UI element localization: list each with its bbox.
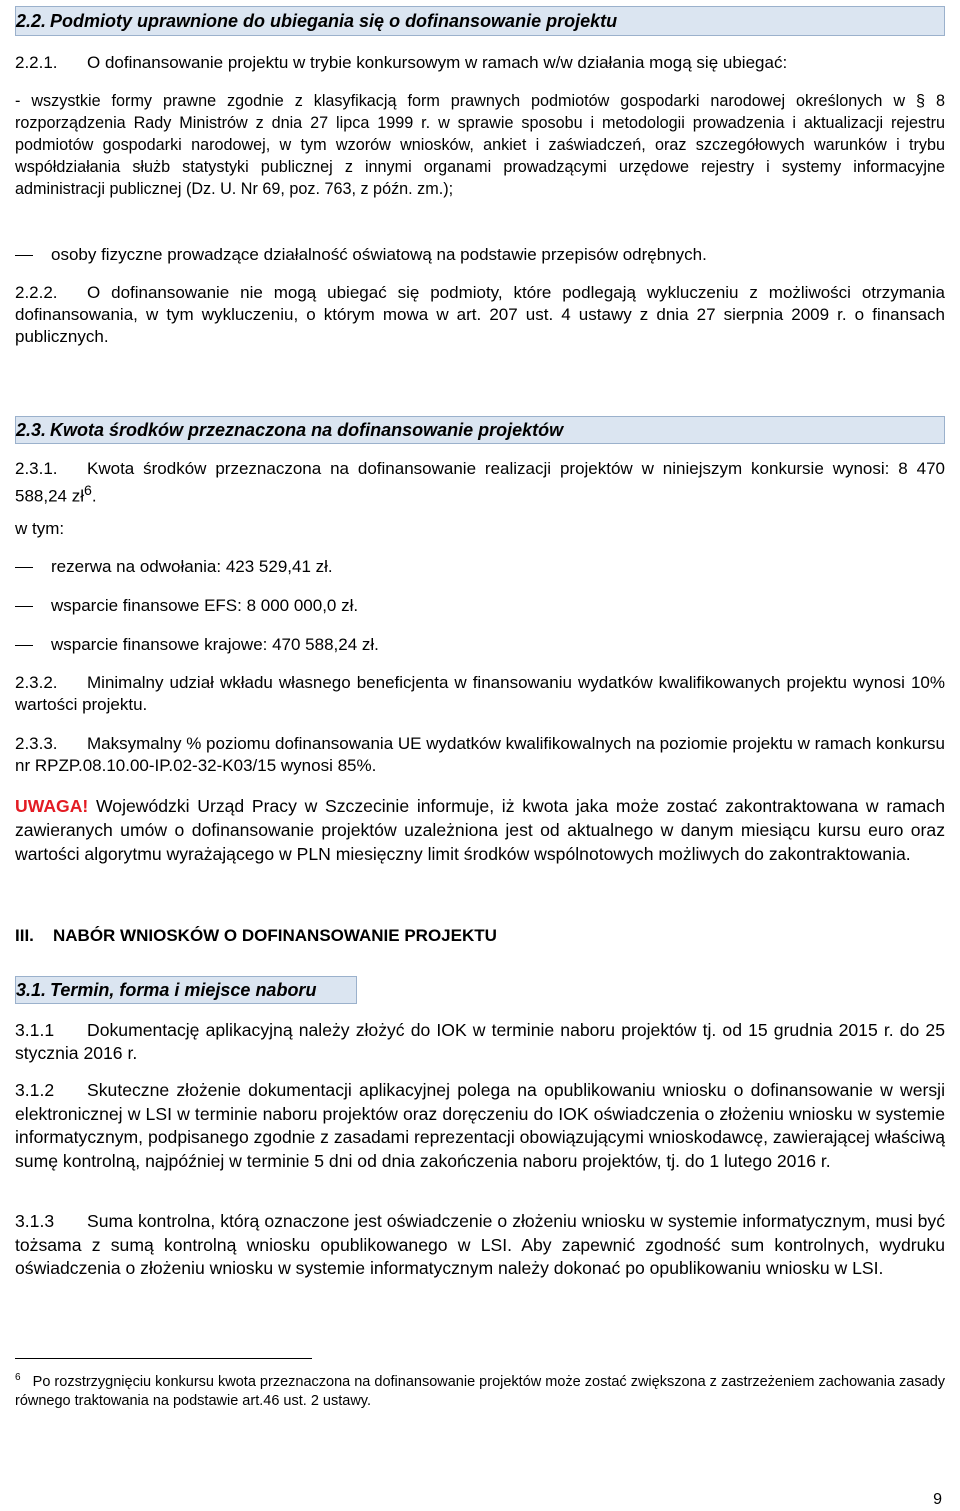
paragraph-2-2-2 (15, 282, 945, 348)
paragraph-number: 3.1.3 (15, 1211, 55, 1231)
page-number: 9 (933, 1491, 942, 1508)
section-number: 2.2. (16, 11, 47, 31)
paragraph-text: Maksymalny % poziomu dofinansowania UE wydatków kwalifikowalnych na poziomie projektu w ramach konkursu nr RPZP.08.10.00-IP.02-32-K03/15 wynosi 85%. (15, 734, 945, 775)
chapter-heading-III (15, 925, 945, 947)
paragraph-text: Suma kontrolna, którą oznaczone jest oświadczenie o złożeniu wniosku w systemie informatycznym, musi być tożsama z sumą kontrolną wniosku opublikowanego w LSI. Aby zapewnić zgodność sum kontrolnych, wydruku oświadczenia o złożeniu wniosku w systemie informatycznym należy dokonać po opublikowaniu wniosku w LSI. (15, 1211, 945, 1278)
w-tym-label: w tym: (15, 519, 65, 538)
section-number: 2.3. (16, 420, 47, 440)
paragraph-number: 2.3.1. (15, 459, 58, 478)
uwaga-label: UWAGA! (15, 796, 89, 816)
paragraph-text: O dofinansowanie projektu w trybie konkursowym w ramach w/w działania mogą się ubiegać: (87, 53, 788, 72)
section-title: Podmioty uprawnione do ubiegania się o dofinansowanie projektu (50, 11, 618, 31)
paragraph-text: Minimalny udział wkładu własnego beneficjenta w finansowaniu wydatków kwalifikowanych projektu wynosi 10% wartości projektu. (15, 673, 945, 714)
section-title: Kwota środków przeznaczona na dofinansowanie projektów (50, 420, 564, 440)
paragraph-text: O dofinansowanie nie mogą ubiegać się podmioty, które podlegają wykluczeniu z możliwości otrzymania dofinansowania, w tym wykluczeniu, o którym mowa w art. 207 ust. 4 ustawy z dnia 27 sierpnia 2009 r. o finansach publicznych. (15, 283, 945, 346)
paragraph-text: Dokumentację aplikacyjną należy złożyć do IOK w terminie naboru projektów tj. od 15 grudnia 2015 r. do 25 stycznia 2016 r. (15, 1020, 945, 1063)
paragraph-number: 2.2.2. (15, 283, 58, 302)
section-header-2-2 (15, 6, 945, 36)
chapter-number: III. (15, 926, 34, 945)
paragraph-3-1-1 (15, 1019, 945, 1065)
uwaga-text: Wojewódzki Urząd Pracy w Szczecinie informuje, iż kwota jaka może zostać zakontraktowana w ramach zawieranych umów o dofinansowanie projektów uzależniona jest od aktualnego w danym miesiącu kursu euro oraz wartości algorytmu wyrażającego w PLN miesięczny limit środków wspólnotowych możliwych do zakontraktowania. (15, 796, 945, 864)
footnote-separator (15, 1358, 312, 1359)
paragraph-2-3-2 (15, 672, 945, 716)
paragraph-text: Kwota środków przeznaczona na dofinansowanie realizacji projektów w niniejszym konkursie wynosi: 8 470 588,24 zł (15, 459, 945, 506)
footnote-text: Po rozstrzygnięciu konkursu kwota przeznaczona na dofinansowanie projektów może zostać zwiększona z zastrzeżeniem zachowania zasady równego traktowania na podstawie art.46 ust. 2 ustawy. (15, 1373, 946, 1409)
paragraph-3-1-2 (15, 1079, 945, 1173)
paragraph-3-1-3 (15, 1210, 945, 1281)
paragraph-number: 3.1.1 (15, 1020, 55, 1040)
amount-item-reserve: rezerwa na odwołania: 423 529,41 zł. (15, 556, 945, 578)
paragraph-number: 2.2.1. (15, 53, 58, 72)
section-number: 3.1. (16, 980, 47, 1000)
paragraph-2-2-1-intro (15, 52, 945, 74)
footnote-ref[interactable]: 6 (84, 483, 92, 499)
paragraph-2-3-1 (15, 458, 945, 508)
paragraph-number: 3.1.2 (15, 1080, 55, 1100)
paragraph-2-2-1-item1: - wszystkie formy prawne zgodnie z klasyfikacją form prawnych podmiotów gospodarki narodowej określonych w § 8 rozporządzenia Rady Ministrów z dnia 27 lipca 1999 r. w sprawie sposobu i metodologii prowadzenia i aktualizacji rejestru podmiotów gospodarki narodowej, w tym wzorów wniosków, ankiet i zaświadczeń, oraz szczegółowych warunków i trybu współdziałania służb statystyki publicznej z innymi organami prowadzącymi urzędowe rejestry i systemy informacyjne administracji publicznej (Dz. U. Nr 69, poz. 763, z późn. zm.); (15, 92, 945, 198)
paragraph-number: 2.3.3. (15, 734, 58, 753)
footnote (15, 1368, 945, 1411)
section-header-3-1 (15, 976, 357, 1004)
paragraph-number: 2.3.2. (15, 673, 58, 692)
chapter-title: NABÓR WNIOSKÓW O DOFINANSOWANIE PROJEKTU (53, 926, 497, 945)
footnote-mark: 6 (15, 1372, 21, 1383)
section-header-2-3 (15, 416, 945, 444)
paragraph-end: . (91, 486, 97, 506)
paragraph-text: Skuteczne złożenie dokumentacji aplikacyjnej polega na opublikowaniu wniosku o dofinansowanie w wersji elektronicznej w LSI w terminie naboru projektów oraz doręczeniu do IOK oświadczenia o złożeniu wniosku w systemie informatycznym, podpisanego zgodnie z zasadami reprezentacji obowiązującymi wnioskodawcę, zawierającej właściwą sumę kontrolną, najpóźniej w terminie 5 dni od dnia zakończenia naboru projektów, tj. do 1 lutego 2016 r. (15, 1080, 945, 1171)
amount-item-national: wsparcie finansowe krajowe: 470 588,24 zł. (15, 634, 945, 656)
paragraph-2-3-3 (15, 733, 945, 777)
uwaga-paragraph (15, 794, 945, 866)
paragraph-2-2-1-item2: osoby fizyczne prowadzące działalność oświatową na podstawie przepisów odrębnych. (15, 244, 945, 266)
section-title: Termin, forma i miejsce naboru (50, 980, 317, 1000)
amount-item-efs: wsparcie finansowe EFS: 8 000 000,0 zł. (15, 595, 945, 617)
